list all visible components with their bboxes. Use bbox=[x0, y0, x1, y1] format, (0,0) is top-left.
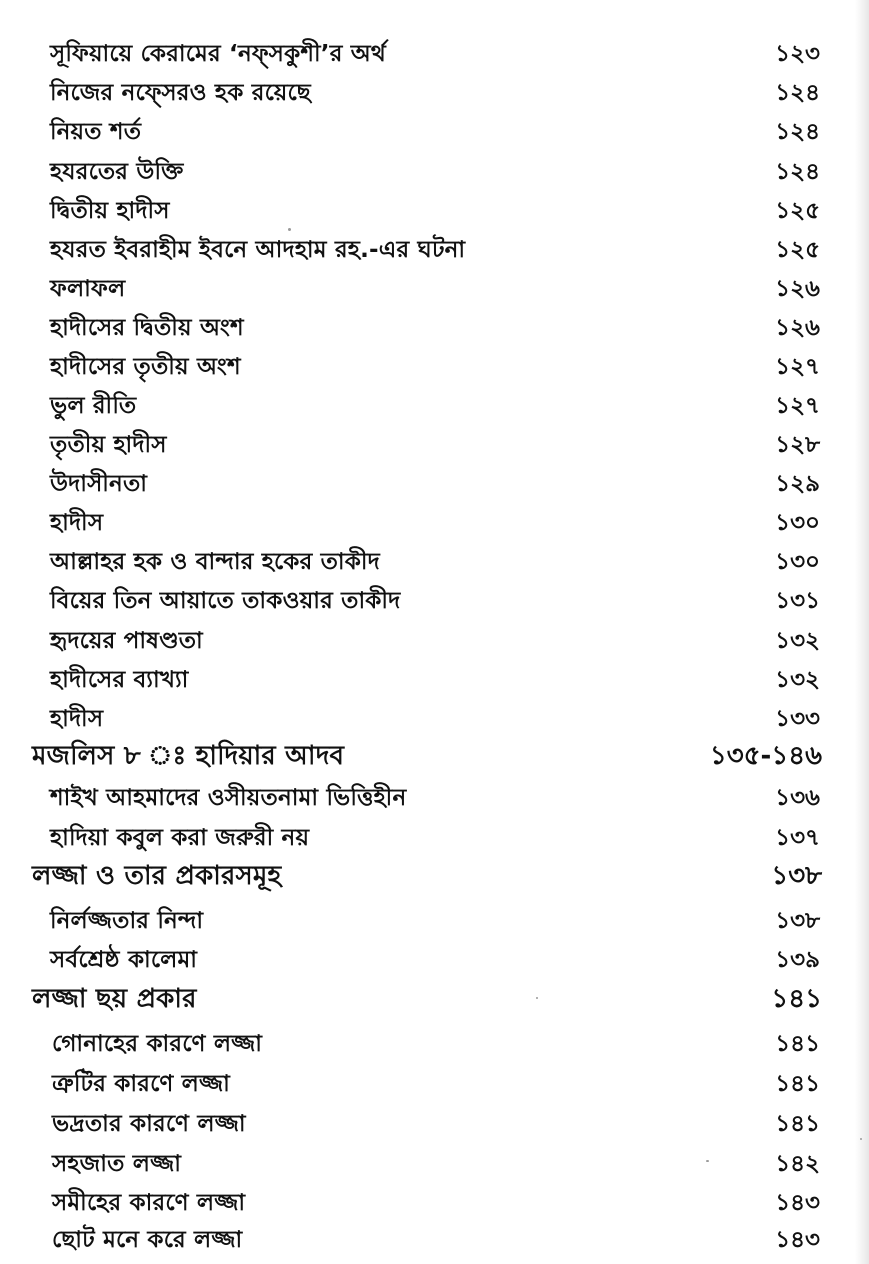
toc-heading-page: ১৩৮ bbox=[771, 861, 822, 891]
paper-speck bbox=[288, 228, 291, 231]
toc-entry bbox=[0, 509, 869, 547]
toc-entry-title: সমীহের কারণে লজ্জা bbox=[52, 1190, 246, 1216]
toc-entry bbox=[0, 666, 869, 704]
toc-entry-title: সর্বশ্রেষ্ঠ কালেমা bbox=[50, 947, 198, 973]
toc-entry-title: হাদিয়া কবুল করা জরুরী নয় bbox=[50, 825, 310, 851]
toc-subheading bbox=[0, 861, 869, 903]
toc-entry-title: ভুল রীতি bbox=[50, 393, 137, 419]
toc-entry bbox=[0, 158, 869, 196]
toc-entry bbox=[0, 907, 869, 945]
toc-entry bbox=[0, 275, 869, 313]
toc-entry-page: ১৪৩ bbox=[775, 1190, 820, 1216]
toc-entry-page: ১২৪ bbox=[775, 159, 820, 185]
toc-entry-title: ছোট মনে করে লজ্জা bbox=[52, 1227, 243, 1253]
toc-heading-page: ১৪১ bbox=[771, 984, 822, 1014]
toc-entry-page: ১২৫ bbox=[775, 237, 820, 263]
toc-entry-title: নিজের নফ্সেরও হক রয়েছে bbox=[50, 80, 311, 106]
toc-entry bbox=[0, 431, 869, 469]
toc-entry-title: উদাসীনতা bbox=[50, 471, 148, 497]
toc-entry-title: হযরত ইবরাহীম ইবনে আদহাম রহ.-এর ঘটনা bbox=[50, 237, 466, 263]
toc-entry bbox=[0, 548, 869, 586]
toc-entry-page: ১২৬ bbox=[775, 315, 820, 341]
toc-entry-title: হযরতের উক্তি bbox=[50, 159, 184, 185]
toc-entry-page: ১২৬ bbox=[775, 276, 820, 302]
paper-speck bbox=[536, 997, 538, 999]
toc-entry-page: ১৩৭ bbox=[775, 825, 820, 851]
toc-entry-page: ১৩৮ bbox=[775, 908, 820, 934]
toc-entry-title: গোনাহের কারণে লজ্জা bbox=[52, 1031, 263, 1057]
toc-entry-title: হাদীস bbox=[50, 510, 104, 536]
toc-entry bbox=[0, 1110, 869, 1148]
toc-entry-title: শাইখ আহমাদের ওসীয়তনামা ভিত্তিহীন bbox=[50, 785, 407, 811]
toc-entry bbox=[0, 236, 869, 274]
toc-entry-title: হাদীস bbox=[50, 706, 104, 732]
toc-entry bbox=[0, 587, 869, 625]
toc-entry-title: বিয়ের তিন আয়াতে তাকওয়ার তাকীদ bbox=[50, 588, 401, 614]
toc-entry bbox=[0, 470, 869, 508]
toc-entry-title: আল্লাহর হক ও বান্দার হকের তাকীদ bbox=[50, 549, 380, 575]
toc-entry-title: নির্লজ্জতার নিন্দা bbox=[50, 908, 204, 934]
toc-entry-page: ১৩৬ bbox=[775, 785, 820, 811]
toc-entry bbox=[0, 353, 869, 391]
toc-entry-page: ১৪১ bbox=[775, 1031, 820, 1057]
toc-heading-page: ১৩৫-১৪৬ bbox=[709, 741, 822, 771]
toc-heading-title: মজলিস ৮ ঃ হাদিয়ার আদব bbox=[32, 741, 345, 771]
toc-entry bbox=[0, 1150, 869, 1188]
toc-entry bbox=[0, 314, 869, 352]
toc-entry-page: ১৩২ bbox=[775, 628, 820, 654]
toc-entry-title: ভদ্রতার কারণে লজ্জা bbox=[52, 1111, 246, 1137]
toc-heading-title: লজ্জা ছয় প্রকার bbox=[32, 984, 197, 1014]
toc-entry-title: নিয়ত শর্ত bbox=[50, 119, 142, 145]
toc-entry-page: ১২৩ bbox=[775, 41, 820, 67]
toc-entry-page: ১৪৩ bbox=[775, 1227, 820, 1253]
toc-entry-title: হৃদয়ের পাষণ্ডতা bbox=[50, 628, 203, 654]
toc-entry-page: ১৪১ bbox=[775, 1111, 820, 1137]
toc-section-heading bbox=[0, 741, 869, 783]
toc-entry bbox=[0, 40, 869, 78]
toc-entry-page: ১২৭ bbox=[775, 393, 820, 419]
toc-entry-page: ১৩০ bbox=[775, 510, 820, 536]
toc-entry bbox=[0, 197, 869, 235]
toc-entry bbox=[0, 118, 869, 156]
toc-entry-page: ১২৯ bbox=[775, 471, 820, 497]
toc-entry-title: ফলাফল bbox=[50, 276, 126, 302]
toc-entry-title: ত্রুটির কারণে লজ্জা bbox=[52, 1071, 230, 1097]
toc-entry-page: ১৩১ bbox=[775, 588, 820, 614]
toc-entry bbox=[0, 392, 869, 430]
toc-entry-page: ১৩৩ bbox=[775, 706, 820, 732]
toc-entry bbox=[0, 784, 869, 822]
toc-entry bbox=[0, 1030, 869, 1068]
toc-entry-page: ১৩০ bbox=[775, 549, 820, 575]
toc-entry-page: ১৪২ bbox=[775, 1151, 820, 1177]
toc-entry-title: সহজাত লজ্জা bbox=[52, 1151, 182, 1177]
toc-entry-title: হাদীসের তৃতীয় অংশ bbox=[50, 354, 241, 380]
toc-entry-page: ১৩৯ bbox=[775, 947, 820, 973]
paper-speck bbox=[706, 1160, 709, 1162]
toc-entry-page: ১২৪ bbox=[775, 80, 820, 106]
toc-entry-page: ১২৮ bbox=[775, 432, 820, 458]
toc-entry bbox=[0, 627, 869, 665]
paper-speck bbox=[860, 1138, 862, 1140]
toc-subheading bbox=[0, 984, 869, 1026]
toc-entry-title: হাদীসের দ্বিতীয় অংশ bbox=[50, 315, 244, 341]
toc-entry bbox=[0, 1226, 869, 1264]
toc-entry-page: ১২৫ bbox=[775, 198, 820, 224]
toc-entry-title: হাদীসের ব্যাখ্যা bbox=[50, 667, 189, 693]
toc-entry-title: দ্বিতীয় হাদীস bbox=[50, 198, 170, 224]
toc-heading-title: লজ্জা ও তার প্রকারসমূহ bbox=[32, 861, 282, 891]
toc-entry-title: তৃতীয় হাদীস bbox=[50, 432, 167, 458]
toc-entry-page: ১২৭ bbox=[775, 354, 820, 380]
toc-entry-page: ১২৪ bbox=[775, 119, 820, 145]
toc-entry bbox=[0, 79, 869, 117]
toc-entry-page: ১৪১ bbox=[775, 1071, 820, 1097]
toc-entry bbox=[0, 1070, 869, 1108]
toc-entry-title: সূফিয়ায়ে কেরামের ‘নফ্সকুশী’র অর্থ bbox=[50, 41, 386, 67]
toc-entry-page: ১৩২ bbox=[775, 667, 820, 693]
